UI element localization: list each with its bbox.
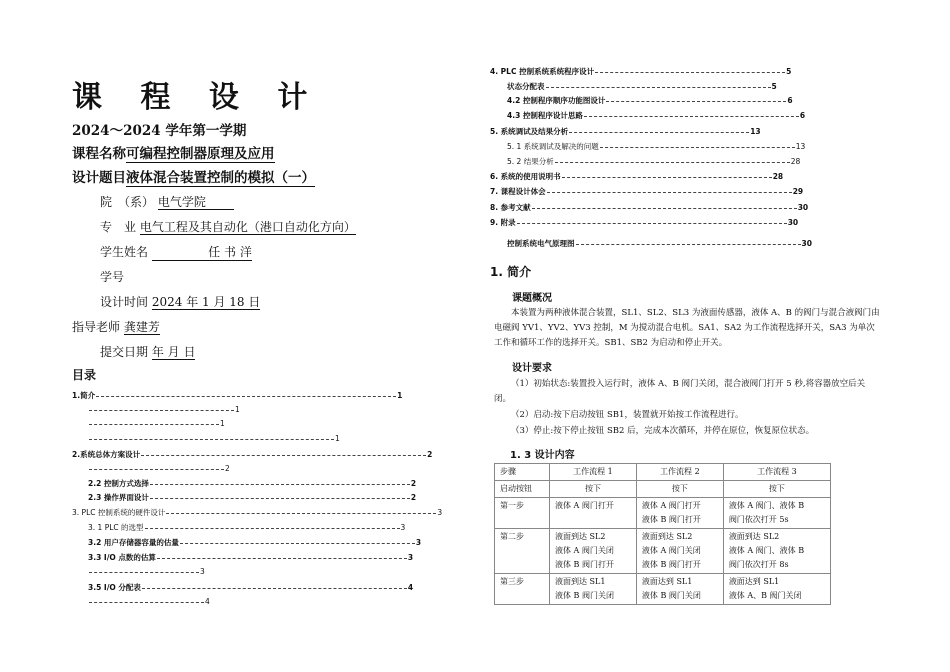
toc-entry[interactable] bbox=[490, 171, 783, 182]
academic-year: 2024～2024 学年第一学期 bbox=[72, 123, 247, 139]
overview-title: 课题概况 bbox=[512, 293, 552, 304]
toc-leader bbox=[89, 602, 204, 603]
toc-leader bbox=[141, 455, 426, 456]
toc-entry[interactable] bbox=[72, 449, 432, 460]
toc-entry[interactable] bbox=[88, 537, 421, 548]
table-cell: 第二步 bbox=[495, 529, 550, 574]
table-row bbox=[495, 481, 831, 498]
course-value: 可编程控制器原理及应用 bbox=[126, 146, 275, 162]
toc-page-number: 4 bbox=[205, 597, 210, 606]
table-row bbox=[495, 574, 831, 605]
date-row bbox=[100, 293, 260, 310]
table-cell: 工作流程 2 bbox=[636, 464, 723, 481]
table-cell: 步骤 bbox=[495, 464, 550, 481]
toc-leader bbox=[584, 116, 799, 117]
document-title: 课 程 设 计 bbox=[72, 80, 322, 115]
table-cell: 液体 A 阀门打开 bbox=[550, 498, 637, 529]
table-cell: 按下 bbox=[636, 481, 723, 498]
toc-entry-text: 6. 系统的使用说明书 bbox=[490, 172, 561, 181]
student-value: 任 书 洋 bbox=[152, 243, 252, 261]
toc-leader bbox=[89, 572, 199, 573]
toc-entry-text: 3.2 用户存储器容量的估量 bbox=[88, 538, 179, 547]
toc-leader bbox=[180, 543, 415, 544]
toc-entry[interactable] bbox=[72, 507, 442, 518]
toc-entry[interactable] bbox=[88, 552, 413, 563]
toc-page-number: 2 bbox=[410, 479, 417, 488]
toc-entry-text: 4. PLC 控制系统系统程序设计 bbox=[490, 67, 595, 76]
topic-value: 液体混合装置控制的模拟（一） bbox=[126, 170, 315, 186]
toc-entry-text: 9. 附录 bbox=[490, 218, 516, 227]
toc-entry[interactable] bbox=[507, 238, 812, 249]
table-cell: 液面到达 SL2 液体 A 阀门关闭 液体 B 阀门打开 bbox=[636, 529, 723, 574]
toc-page-number: 28 bbox=[790, 157, 801, 166]
dept-row bbox=[100, 193, 234, 210]
toc-leader bbox=[576, 244, 801, 245]
table-row bbox=[495, 498, 831, 529]
toc-leader bbox=[517, 223, 787, 224]
topic-row bbox=[72, 166, 315, 186]
table-cell: 液面达到 SL1 液体 A、B 阀门关闭 bbox=[723, 574, 830, 605]
submit-value: 年 月 日 bbox=[151, 345, 196, 359]
date-value: 2024 年 1 月 18 日 bbox=[151, 295, 261, 309]
toc-leader bbox=[532, 208, 797, 209]
toc-entry[interactable] bbox=[507, 81, 777, 92]
dept-value: 电气学院 bbox=[158, 195, 234, 210]
toc-leader bbox=[595, 72, 785, 73]
toc-entry[interactable] bbox=[507, 110, 805, 121]
toc-page-number: 2 bbox=[427, 450, 433, 459]
toc-entry-text: 7. 课程设计体会 bbox=[490, 187, 546, 196]
toc-leader bbox=[157, 558, 407, 559]
course-name-row bbox=[72, 142, 275, 162]
toc-entry-text: 8. 参考文献 bbox=[490, 203, 531, 212]
toc-page-number: 4 bbox=[407, 583, 414, 592]
table-cell: 第一步 bbox=[495, 498, 550, 529]
toc-page-number: 3 bbox=[200, 567, 205, 576]
toc-entry[interactable] bbox=[88, 567, 205, 576]
toc-leader bbox=[89, 469, 224, 470]
table-row bbox=[495, 529, 831, 574]
toc-page-number: 28 bbox=[772, 172, 784, 181]
toc-leader bbox=[150, 484, 410, 485]
toc-page-number: 2 bbox=[225, 464, 230, 473]
toc-entry-text: 5. 系统调试及结果分析 bbox=[490, 127, 569, 136]
toc-entry[interactable] bbox=[507, 95, 793, 106]
requirement-2: （2）启动:按下启动按钮 SB1，装置就开始按工作流程进行。 bbox=[511, 410, 744, 420]
toc-leader bbox=[145, 528, 400, 529]
toc-entry-text: 1.简介 bbox=[72, 391, 96, 400]
toc-leader bbox=[89, 410, 234, 411]
toc-page-number: 5 bbox=[771, 82, 777, 91]
submit-row bbox=[100, 343, 195, 360]
toc-page-number: 13 bbox=[750, 127, 761, 136]
toc-entry-text: 状态分配表 bbox=[507, 82, 545, 91]
toc-entry-text: 3. PLC 控制系统的硬件设计 bbox=[72, 508, 166, 517]
major-label: 专 业 bbox=[100, 220, 137, 234]
toc-leader bbox=[166, 513, 436, 514]
toc-entry[interactable] bbox=[490, 126, 761, 137]
toc-page-number: 6 bbox=[787, 96, 793, 105]
toc-entry-text: 4.2 控制程序顺序功能图设计 bbox=[507, 96, 606, 105]
toc-page-number: 3 bbox=[400, 523, 406, 532]
toc-page-number: 6 bbox=[799, 111, 806, 120]
teacher-value: 龚建芳 bbox=[123, 320, 160, 334]
toc-page-number: 30 bbox=[801, 239, 812, 248]
table-cell: 启动按钮 bbox=[495, 481, 550, 498]
toc-entry-text: 4.3 控制程序设计思路 bbox=[507, 111, 583, 120]
toc-entry[interactable] bbox=[88, 478, 416, 489]
toc-page-number: 29 bbox=[792, 187, 804, 196]
toc-entry-text: 3.5 I/O 分配表 bbox=[88, 583, 141, 592]
toc-entry[interactable] bbox=[490, 217, 798, 228]
toc-entry-text: 3.3 I/O 点数的估算 bbox=[88, 553, 156, 562]
table-cell: 按下 bbox=[550, 481, 637, 498]
toc-entry[interactable] bbox=[88, 492, 416, 503]
toc-entry-text: 控制系统电气原理图 bbox=[507, 239, 575, 248]
toc-entry[interactable] bbox=[88, 405, 240, 414]
toc-entry[interactable] bbox=[507, 156, 800, 167]
toc-entry-text: 2.2 控制方式选择 bbox=[88, 479, 149, 488]
toc-entry-text: 2.3 操作界面设计 bbox=[88, 493, 149, 502]
submit-label: 提交日期 bbox=[100, 345, 149, 359]
toc-entry[interactable] bbox=[490, 186, 803, 197]
toc-entry[interactable] bbox=[88, 419, 225, 428]
table-cell: 按下 bbox=[723, 481, 830, 498]
major-value: 电气工程及其自动化（港口自动化方向） bbox=[139, 220, 356, 234]
overview-paragraph: 本装置为两种液体混合装置，SL1、SL2、SL3 为液面传感器，液体 A、B 的阀门与混合液阀门由电磁阀 YV1、YV2、YV3 控制，M 为搅动混合电机。SA1、SA2 为工作流程选择开关，SA3 为单次工作和循环工作的选择开关。SB1、SB2 为启动和停止开关。 bbox=[494, 308, 880, 348]
table-cell: 工作流程 1 bbox=[550, 464, 637, 481]
toc-leader bbox=[89, 439, 334, 440]
toc-leader bbox=[569, 132, 749, 133]
date-label: 设计时间 bbox=[100, 295, 149, 309]
workflow-table bbox=[494, 463, 831, 605]
requirement-3: （3）停止:按下停止按钮 SB2 后，完成本次循环，并停在原位，恢复原位状态。 bbox=[511, 426, 815, 436]
table-cell: 第三步 bbox=[495, 574, 550, 605]
toc-page-number: 30 bbox=[797, 203, 809, 212]
toc-entry-text: 2.系统总体方案设计 bbox=[72, 450, 141, 459]
toc-leader bbox=[150, 498, 410, 499]
toc-page-number: 3 bbox=[415, 538, 422, 547]
table-cell: 液面到达 SL1 液体 B 阀门关闭 bbox=[550, 574, 637, 605]
table-cell: 液面达到 SL1 液体 B 阀门关闭 bbox=[636, 574, 723, 605]
toc-leader bbox=[555, 162, 790, 163]
course-label: 课程名称 bbox=[72, 146, 126, 162]
requirement-1: （1）初始状态:装置投入运行时，液体 A、B 阀门关闭，混合液阀门打开 5 秒,将容器放空后关闭。 bbox=[494, 379, 866, 404]
toc-page-number: 30 bbox=[787, 218, 799, 227]
toc-leader bbox=[606, 101, 786, 102]
toc-entry[interactable] bbox=[507, 141, 805, 152]
toc-page-number: 2 bbox=[410, 493, 417, 502]
toc-entry-text: 5. 1 系统调试及解决的问题 bbox=[507, 142, 599, 151]
student-id-label: 学号 bbox=[100, 270, 125, 284]
student-label: 学生姓名 bbox=[100, 245, 149, 259]
toc-leader bbox=[547, 192, 792, 193]
toc-page-number: 3 bbox=[407, 553, 414, 562]
table-cell: 液面到达 SL2 液体 A 阀门、液体 B 阀门依次打开 8s bbox=[723, 529, 830, 574]
toc-entry[interactable] bbox=[88, 597, 210, 606]
toc-leader bbox=[600, 147, 795, 148]
section-1-3-title: 1. 3 设计内容 bbox=[510, 450, 575, 461]
toc-page-number: 1 bbox=[397, 391, 403, 400]
table-header-row bbox=[495, 464, 831, 481]
toc-entry[interactable] bbox=[72, 390, 402, 401]
toc-entry[interactable] bbox=[88, 582, 413, 593]
toc-page-number: 1 bbox=[335, 434, 340, 443]
toc-leader bbox=[142, 588, 407, 589]
toc-title: 目录 bbox=[72, 368, 97, 382]
requirements-title: 设计要求 bbox=[512, 363, 552, 374]
major-row bbox=[100, 218, 356, 235]
toc-page-number: 1 bbox=[220, 419, 225, 428]
toc-entry-text: 3. 1 PLC 的选型 bbox=[88, 523, 144, 532]
table-cell: 工作流程 3 bbox=[723, 464, 830, 481]
toc-entry[interactable] bbox=[490, 66, 791, 77]
toc-entry[interactable] bbox=[88, 464, 230, 473]
toc-leader bbox=[89, 424, 219, 425]
section-1-title: 1. 简介 bbox=[490, 265, 532, 279]
toc-leader bbox=[562, 177, 772, 178]
toc-entry[interactable] bbox=[88, 522, 405, 533]
toc-entry[interactable] bbox=[88, 434, 340, 443]
table-cell: 液面到达 SL2 液体 A 阀门关闭 液体 B 阀门打开 bbox=[550, 529, 637, 574]
toc-page-number: 5 bbox=[786, 67, 792, 76]
teacher-row bbox=[72, 318, 160, 335]
table-cell: 液体 A 阀门打开 液体 B 阀门打开 bbox=[636, 498, 723, 529]
toc-page-number: 1 bbox=[235, 405, 240, 414]
toc-leader bbox=[96, 396, 396, 397]
toc-entry[interactable] bbox=[490, 202, 808, 213]
topic-label: 设计题目 bbox=[72, 170, 126, 186]
table-cell: 液体 A 阀门、液体 B 阀门依次打开 5s bbox=[723, 498, 830, 529]
toc-page-number: 3 bbox=[437, 508, 443, 517]
teacher-label: 指导老师 bbox=[72, 320, 121, 334]
student-row bbox=[100, 243, 252, 261]
dept-label: 院 （系） bbox=[100, 195, 155, 209]
toc-entry-text: 5. 2 结果分析 bbox=[507, 157, 554, 166]
toc-page-number: 13 bbox=[795, 142, 806, 151]
toc-leader bbox=[546, 87, 771, 88]
